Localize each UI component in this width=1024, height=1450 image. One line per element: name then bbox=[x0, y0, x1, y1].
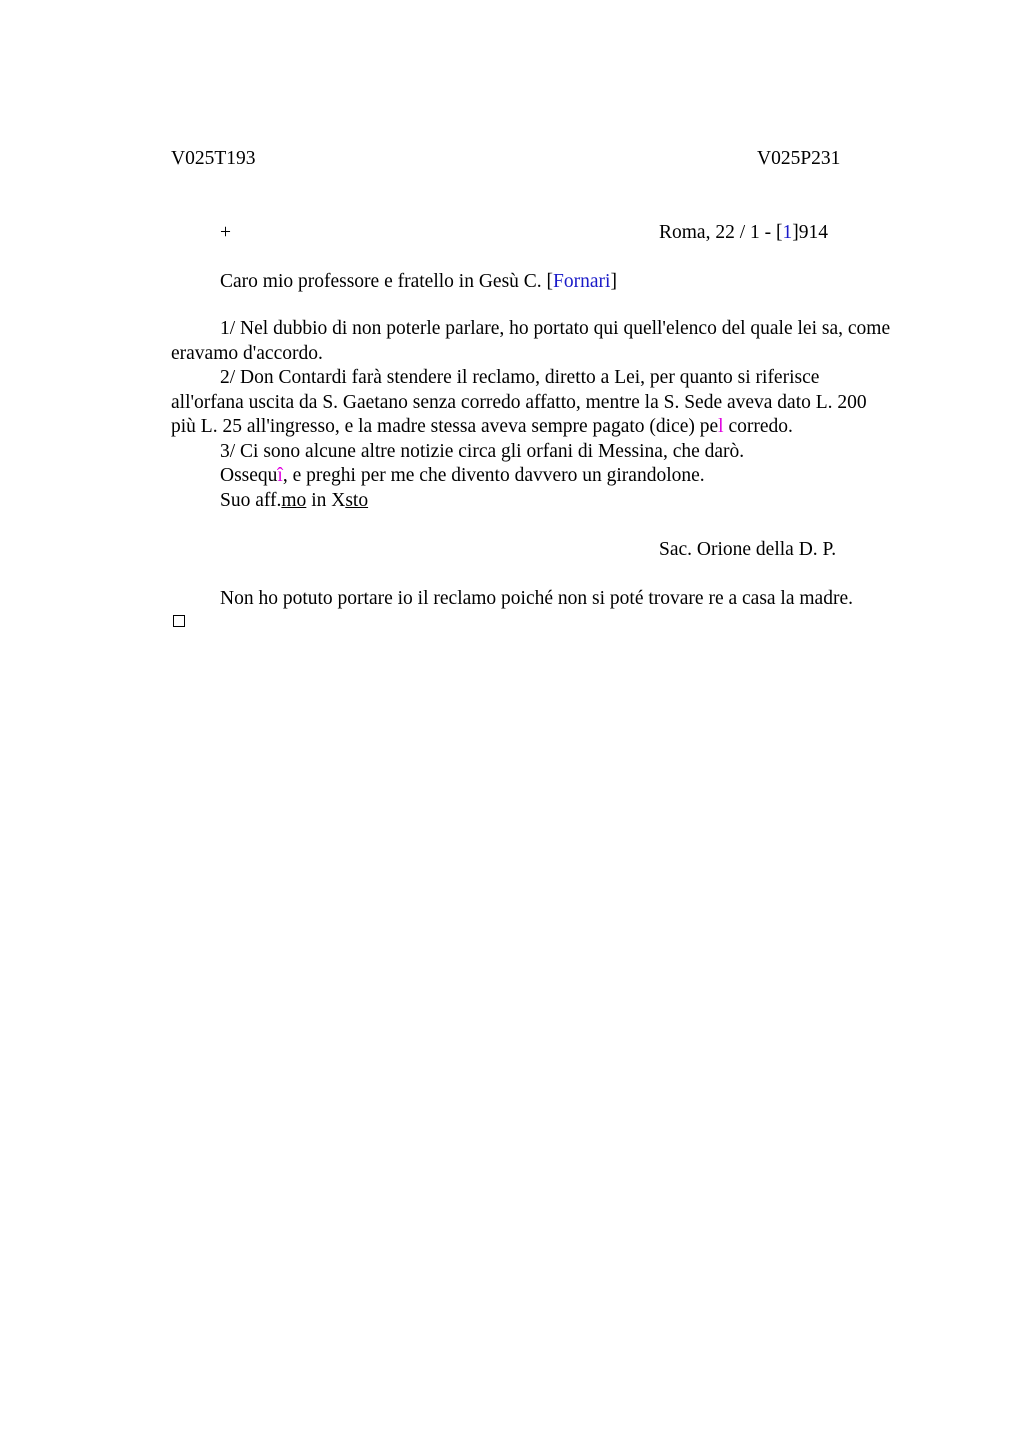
salutation-prefix: Caro mio professore e fratello in Gesù C. [ bbox=[220, 271, 554, 292]
point-2-paragraph bbox=[171, 366, 893, 440]
regards-mid: in X bbox=[306, 490, 346, 511]
point-2-end: corredo. bbox=[723, 416, 793, 437]
date-prefix: Roma, 22 / 1 - [ bbox=[659, 222, 783, 243]
point-1-paragraph: 1/ Nel dubbio di non poterle parlare, ho portato qui quell'elenco del quale lei sa, come eravamo d'accordo. bbox=[171, 318, 891, 364]
point-2-insert: l bbox=[718, 416, 724, 437]
point-2-text: 2/ Don Contardi farà stendere il reclamo, diretto a Lei, per quanto si riferisce all'orfana uscita da S. Gaetano senza corredo affatto, mentre la S. Sede aveva dato L. 200 più L. 25 all'ingresso, e la madre stessa aveva sempre pagato (dice) pe bbox=[171, 367, 867, 437]
date-suffix: ]914 bbox=[792, 222, 828, 243]
closing-insert: î bbox=[277, 465, 283, 486]
end-marker-box bbox=[173, 615, 185, 627]
regards-line bbox=[171, 489, 893, 514]
archive-code-left: V025T193 bbox=[171, 148, 256, 169]
regards-abbr-1: mo bbox=[281, 490, 307, 511]
cross-symbol: + bbox=[220, 222, 231, 243]
closing-suffix: , e preghi per me che divento davvero un girandolone. bbox=[282, 465, 705, 486]
signature: Sac. Orione della D. P. bbox=[659, 539, 837, 560]
archive-code-right: V025P231 bbox=[757, 148, 841, 169]
letter-date bbox=[659, 223, 828, 243]
regards-abbr-2: sto bbox=[345, 490, 369, 511]
salutation-suffix: ] bbox=[610, 271, 617, 292]
regards-prefix: Suo aff. bbox=[220, 490, 282, 511]
closing-prefix: Ossequ bbox=[220, 465, 278, 486]
date-editorial-digit: 1 bbox=[782, 222, 793, 243]
salutation-recipient: Fornari bbox=[553, 271, 611, 292]
salutation bbox=[220, 272, 617, 292]
closing-line bbox=[171, 464, 893, 489]
postscript: Non ho potuto portare io il reclamo poiché non si poté trovare re a casa la madre. bbox=[220, 588, 853, 609]
point-3-paragraph: 3/ Ci sono alcune altre notizie circa gli orfani di Messina, che darò. bbox=[220, 441, 745, 462]
